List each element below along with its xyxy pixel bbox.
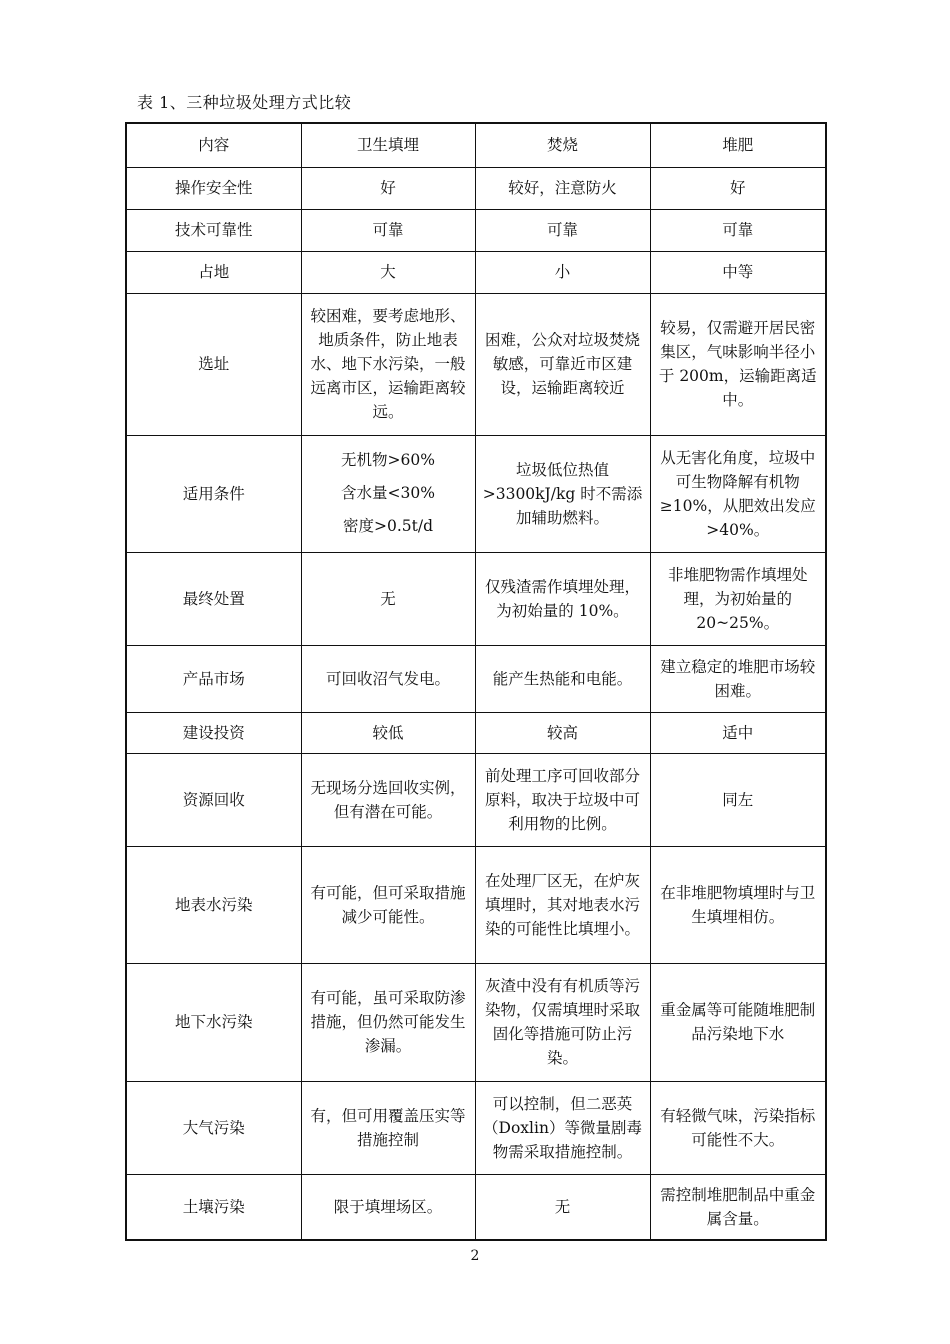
- cell-compost: 需控制堆肥制品中重金属含量。: [650, 1174, 826, 1240]
- header-content: 内容: [126, 123, 301, 167]
- cell-compost: 非堆肥物需作填埋处理，为初始量的 20~25%。: [650, 552, 826, 645]
- table-row: [126, 1174, 826, 1240]
- table-row: [126, 645, 826, 712]
- cell-landfill: 无现场分选回收实例，但有潜在可能。: [301, 753, 475, 846]
- cell-compost: 较易，仅需避开居民密集区，气味影响半径小于 200m，运输距离适中。: [650, 293, 826, 435]
- table-row: [126, 963, 826, 1081]
- cell-compost: 建立稳定的堆肥市场较困难。: [650, 645, 826, 712]
- table-header-row: [126, 123, 826, 167]
- condition-moisture: 含水量<30%: [341, 484, 435, 502]
- table-row: [126, 753, 826, 846]
- row-label: 地下水污染: [126, 963, 301, 1081]
- cell-landfill: [301, 435, 475, 552]
- table-row: [126, 712, 826, 753]
- cell-compost: 适中: [650, 712, 826, 753]
- comparison-table: [125, 122, 827, 1241]
- cell-landfill: 大: [301, 251, 475, 293]
- header-compost: 堆肥: [650, 123, 826, 167]
- row-label: 建设投资: [126, 712, 301, 753]
- page-number: 2: [470, 1248, 480, 1264]
- cell-landfill: 有，但可用覆盖压实等措施控制: [301, 1081, 475, 1174]
- cell-landfill: 好: [301, 167, 475, 209]
- cell-landfill: 有可能，虽可采取防渗措施，但仍然可能发生渗漏。: [301, 963, 475, 1081]
- cell-incineration: 较好，注意防火: [475, 167, 650, 209]
- row-label: 地表水污染: [126, 846, 301, 963]
- cell-incineration: 小: [475, 251, 650, 293]
- cell-compost: 重金属等可能随堆肥制品污染地下水: [650, 963, 826, 1081]
- cell-compost: 有轻微气味，污染指标可能性不大。: [650, 1081, 826, 1174]
- row-label: 土壤污染: [126, 1174, 301, 1240]
- cell-compost: 中等: [650, 251, 826, 293]
- table-row: [126, 1081, 826, 1174]
- cell-incineration: 可靠: [475, 209, 650, 251]
- row-label: 技术可靠性: [126, 209, 301, 251]
- row-label: 操作安全性: [126, 167, 301, 209]
- cell-incineration: 困难，公众对垃圾焚烧敏感，可靠近市区建设，运输距离较近: [475, 293, 650, 435]
- table-row: [126, 251, 826, 293]
- table-row: [126, 435, 826, 552]
- table-row: [126, 209, 826, 251]
- table-row: [126, 846, 826, 963]
- condition-density: 密度>0.5t/d: [342, 517, 433, 535]
- cell-compost: 可靠: [650, 209, 826, 251]
- cell-incineration: 前处理工序可回收部分原料，取决于垃圾中可利用物的比例。: [475, 753, 650, 846]
- condition-inorganic: 无机物>60%: [341, 451, 435, 469]
- cell-incineration: 可以控制，但二恶英（Doxlin）等微量剧毒物需采取措施控制。: [475, 1081, 650, 1174]
- row-label: 大气污染: [126, 1081, 301, 1174]
- header-landfill: 卫生填埋: [301, 123, 475, 167]
- row-label: 选址: [126, 293, 301, 435]
- row-label: 适用条件: [126, 435, 301, 552]
- cell-landfill: 可靠: [301, 209, 475, 251]
- table-caption: 表 1、三种垃圾处理方式比较: [137, 93, 352, 112]
- cell-incineration: 仅残渣需作填埋处理，为初始量的 10%。: [475, 552, 650, 645]
- table-row: [126, 293, 826, 435]
- row-label: 资源回收: [126, 753, 301, 846]
- cell-landfill: 可回收沼气发电。: [301, 645, 475, 712]
- cell-incineration: 较高: [475, 712, 650, 753]
- cell-compost: 同左: [650, 753, 826, 846]
- row-label: 最终处置: [126, 552, 301, 645]
- cell-incineration: 垃圾低位热值>3300kJ/kg 时不需添加辅助燃料。: [475, 435, 650, 552]
- cell-landfill: 较低: [301, 712, 475, 753]
- table-row: [126, 167, 826, 209]
- cell-landfill: 有可能，但可采取措施减少可能性。: [301, 846, 475, 963]
- cell-compost: 好: [650, 167, 826, 209]
- table-row: [126, 552, 826, 645]
- cell-landfill: 无: [301, 552, 475, 645]
- cell-landfill: 限于填埋场区。: [301, 1174, 475, 1240]
- cell-incineration: 能产生热能和电能。: [475, 645, 650, 712]
- cell-landfill: 较困难，要考虑地形、地质条件，防止地表水、地下水污染，一般远离市区，运输距离较远。: [301, 293, 475, 435]
- cell-incineration: 无: [475, 1174, 650, 1240]
- cell-incineration: 在处理厂区无，在炉灰填埋时，其对地表水污染的可能性比填埋小。: [475, 846, 650, 963]
- cell-incineration: 灰渣中没有有机质等污染物，仅需填埋时采取固化等措施可防止污染。: [475, 963, 650, 1081]
- row-label: 产品市场: [126, 645, 301, 712]
- row-label: 占地: [126, 251, 301, 293]
- cell-compost: 在非堆肥物填埋时与卫生填埋相仿。: [650, 846, 826, 963]
- header-incineration: 焚烧: [475, 123, 650, 167]
- cell-compost: 从无害化角度，垃圾中可生物降解有机物≥10%，从肥效出发应>40%。: [650, 435, 826, 552]
